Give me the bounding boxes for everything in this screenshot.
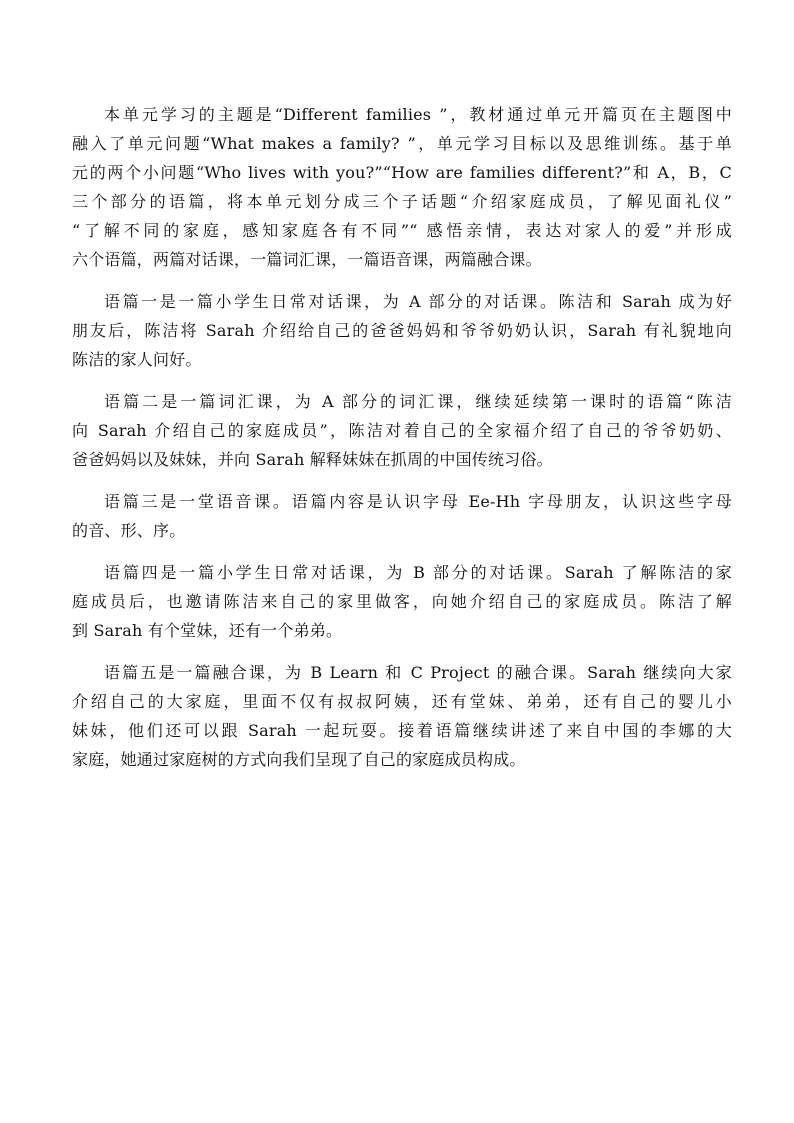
text-line: 陈洁的家人问好。 [72,350,202,369]
text-line: 家庭，她通过家庭树的方式向我们呈现了自己的家庭成员构成。 [72,750,526,769]
text-line: 三个部分的语篇，将本单元划分成三个子话题“介绍家庭成员，了解见面礼仪” [72,192,732,211]
text-line: 元的两个小问题“Who lives with you?”“How are families different?”和 A，B，C [72,163,732,182]
text-line: 语篇二是一篇词汇课，为 A 部分的词汇课，继续延续第一课时的语篇“陈洁 [104,392,732,411]
text-line: 语篇四是一篇小学生日常对话课，为 B 部分的对话课。Sarah 了解陈洁的家 [104,563,732,582]
text-line: 介绍自己的大家庭，里面不仅有叔叔阿姨，还有堂妹、弟弟，还有自己的婴儿小 [72,692,732,711]
text-line: 爸爸妈妈以及妹妹，并向 Sarah 解释妹妹在抓周的中国传统习俗。 [72,450,553,469]
paragraph-text-one [72,287,732,374]
text-line: 语篇一是一篇小学生日常对话课，为 A 部分的对话课。陈洁和 Sarah 成为好 [104,292,732,311]
text-line: 到 Sarah 有个堂妹，还有一个弟弟。 [72,621,343,640]
text-line: 语篇三是一堂语音课。语篇内容是认识字母 Ee-Hh 字母朋友，认识这些字母 [104,492,732,511]
text-line: 本单元学习的主题是“Different families ”，教材通过单元开篇页在主题图中 [104,105,732,124]
paragraph-text-two [72,387,732,474]
paragraph-text-three [72,487,732,545]
paragraph-unit-theme [72,100,732,274]
document-body [72,100,732,787]
text-line: 融入了单元问题“What makes a family? ”，单元学习目标以及思维训练。基于单 [72,134,732,153]
paragraph-text-five [72,658,732,774]
text-line: 朋友后，陈洁将 Sarah 介绍给自己的爸爸妈妈和爷爷奶奶认识，Sarah 有礼貌地向 [72,321,732,340]
text-line: 妹妹，他们还可以跟 Sarah 一起玩耍。接着语篇继续讲述了来自中国的李娜的大 [72,721,732,740]
text-line: 六个语篇，两篇对话课，一篇词汇课，一篇语音课，两篇融合课。 [72,250,542,269]
text-line: 的音、形、序。 [72,521,186,540]
text-line: 语篇五是一篇融合课，为 B Learn 和 C Project 的融合课。Sarah 继续向大家 [104,663,732,682]
text-line: 向 Sarah 介绍自己的家庭成员”，陈洁对着自己的全家福介绍了自己的爷爷奶奶、 [72,421,732,440]
text-line: “了解不同的家庭，感知家庭各有不同”“ 感悟亲情，表达对家人的爱”并形成 [72,221,732,240]
text-line: 庭成员后，也邀请陈洁来自己的家里做客，向她介绍自己的家庭成员。陈洁了解 [72,592,732,611]
paragraph-text-four [72,558,732,645]
